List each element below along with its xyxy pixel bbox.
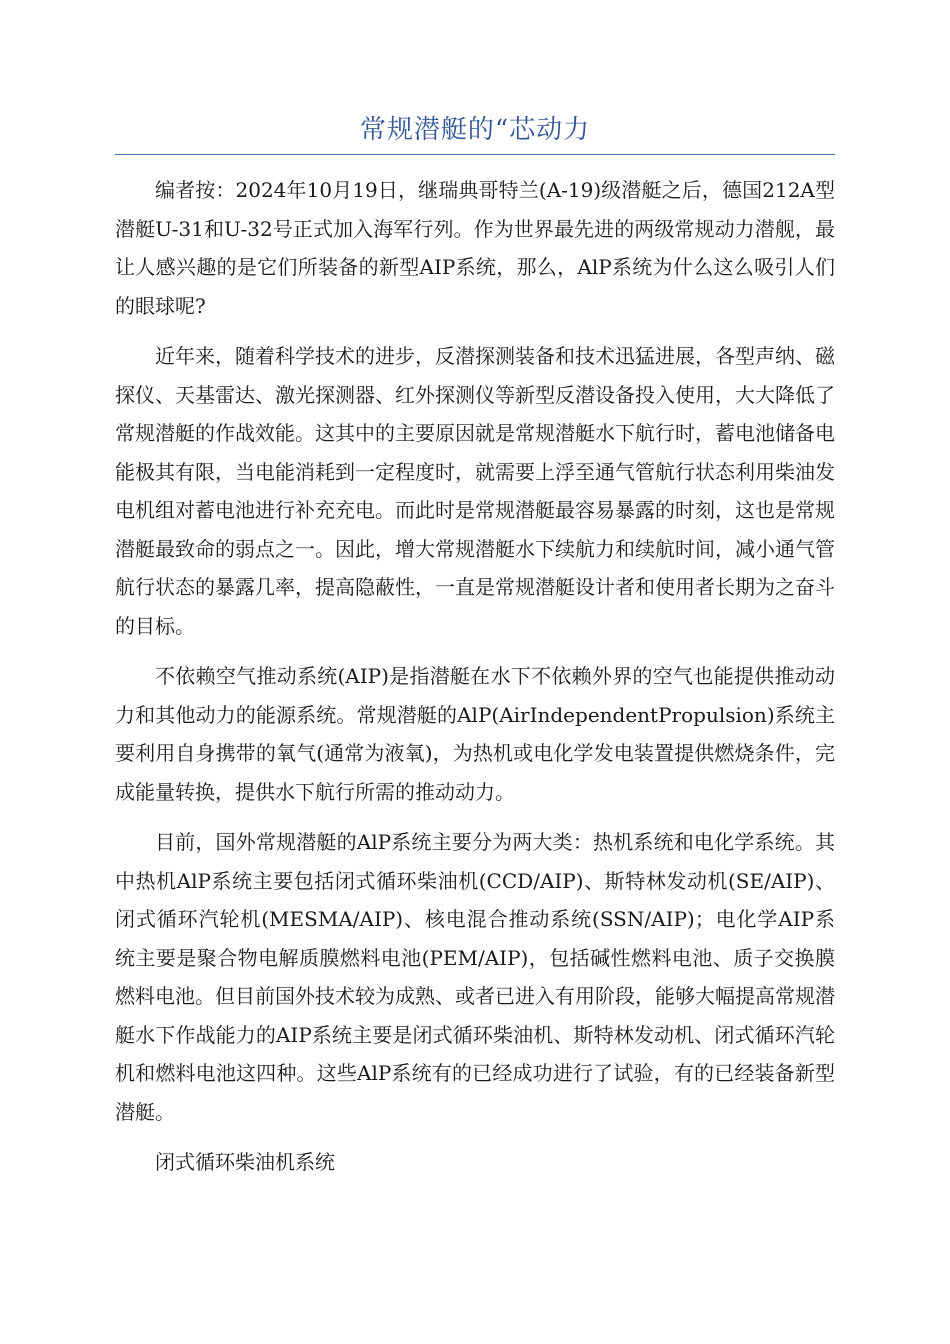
document-title: 常规潜艇的“芯动力 <box>359 115 591 145</box>
paragraph-aip-definition: 不依赖空气推动系统(AIP)是指潜艇在水下不依赖外界的空气也能提供推动动力和其他动力的能源系统。常规潜艇的AlP(AirIndependentPropulsion)系统主要利用自身携带的氧气(通常为液氧)，为热机或电化学发电装置提供燃烧条件，完成能量转换，提供水下航行所需的推动动力。 <box>115 664 835 804</box>
document-body <box>115 171 835 1194</box>
paragraph-editor-note: 编者按：2024年10月19日，继瑞典哥特兰(A-19)级潜艇之后，德国212A型潜艇U-31和U-32号正式加入海军行列。作为世界最先进的两级常规动力潜舰，最让人感兴趣的是它们所装备的新型AIP系统，那么，AlP系统为什么这么吸引人们的眼球呢? <box>115 178 835 318</box>
title-underline <box>115 154 835 155</box>
paragraph-aip-types: 目前，国外常规潜艇的AlP系统主要分为两大类：热机系统和电化学系统。其中热机AlP系统主要包括闭式循环柴油机(CCD/AIP)、斯特林发动机(SE/AIP)、闭式循环汽轮机(MESMA/AIP)、核电混合推动系统(SSN/AIP)；电化学AIP系统主要是聚合物电解质膜燃料电池(PEM/AIP)，包括碱性燃料电池、质子交换膜燃料电池。但目前国外技术较为成熟、或者已进入有用阶段，能够大幅提高常规潜艇水下作战能力的AIP系统主要是闭式循环柴油机、斯特林发动机、闭式循环汽轮机和燃料电池这四种。这些AlP系统有的已经成功进行了试验，有的已经装备新型潜艇。 <box>115 830 835 1124</box>
section-heading-ccd: 闭式循环柴油机系统 <box>155 1150 335 1174</box>
paragraph-background: 近年来，随着科学技术的进步，反潜探测装备和技术迅猛进展，各型声纳、磁探仪、天基雷达、激光探测器、红外探测仪等新型反潜设备投入使用，大大降低了常规潜艇的作战效能。这其中的主要原因就是常规潜艇水下航行时，蓄电池储备电能极其有限，当电能消耗到一定程度时，就需要上浮至通气管航行状态利用柴油发电机组对蓄电池进行补充充电。而此时是常规潜艇最容易暴露的时刻，这也是常规潜艇最致命的弱点之一。因此，增大常规潜艇水下续航力和续航时间，减小通气管航行状态的暴露几率，提高隐蔽性，一直是常规潜艇设计者和使用者长期为之奋斗的目标。 <box>115 344 835 638</box>
